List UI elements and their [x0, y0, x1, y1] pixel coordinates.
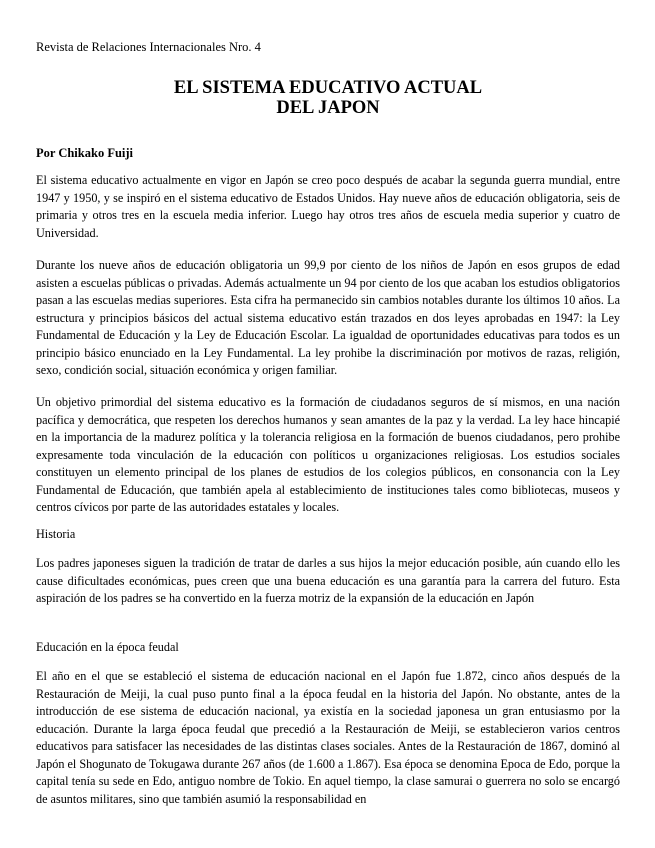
journal-header: Revista de Relaciones Internacionales Nro. 4	[36, 40, 261, 54]
paragraph-3: Un objetivo primordial del sistema educativo es la formación de ciudadanos seguros de sí mismos, en una nación pacífica y democrática, que respeten los derechos humanos y sean amantes de la paz y la verdad. La ley hace hincapié en la importancia de la madurez política y la tolerancia religiosa en la formación de buenos ciudadanos, pero prohibe expresamente toda vinculación de la educación con políticos u organizaciones religiosas. Los estudios sociales constituyen un elemento principal de los planes de estudios de los colegios públicos, en consonancia con la Ley Fundamental de Educación, que también apela al establecimiento de instituciones tales como bibliotecas, museos y centros cívicos por parte de las autoridades estatales y locales.	[36, 395, 620, 514]
title-line-2: DEL JAPON	[276, 98, 380, 118]
paragraph-2: Durante los nueve años de educación obligatoria un 99,9 por ciento de los niños de Japón en esos grupos de edad asisten a escuelas públicas o privadas. Además actualmente un 94 por ciento de los que acaban los estudios obligatorios pasan a las escuelas medias superiores. Esta cifra ha permanecido sin cambios notables durante los últimos 10 años. La estructura y principios básicos del actual sistema educativo están trazados en dos leyes aprobadas en 1947: la Ley Fundamental de Educación y la Ley de Educación Escolar. La igualdad de oportunidades educativas para todos es un principio básico enunciado en la Ley Fundamental. La ley prohibe la discriminación por motivos de razas, religión, sexo, condición social, situación económica y origen familiar.	[36, 258, 620, 377]
paragraph-1: El sistema educativo actualmente en vigor en Japón se creo poco después de acabar la segunda guerra mundial, entre 1947 y 1950, y se inspiró en el sistema educativo de Estados Unidos. Hay nueve años de educación obligatoria, seis de primaria y otros tres en la escuela media inferior. Luego hay otros tres años de escuela media superior y cuatro de Universidad.	[36, 173, 620, 240]
section-heading-historia: Historia	[36, 527, 76, 541]
paragraph-4: Los padres japoneses siguen la tradición de tratar de darles a sus hijos la mejor educación posible, aún cuando ello les cause dificultades económicas, pues creen que una buena educación es una garantía para la carrera del futuro. Esta aspiración de los padres se ha convertido en la fuerza motriz de la expansión de la educación en Japón	[36, 556, 620, 605]
title-line-1: EL SISTEMA EDUCATIVO ACTUAL	[173, 78, 483, 98]
article-title	[36, 78, 620, 118]
section-heading-epoca-feudal: Educación en la época feudal	[36, 640, 179, 654]
paragraph-5: El año en el que se estableció el sistema de educación nacional en el Japón fue 1.872, cinco años después de la Restauración de Meiji, la cual puso punto final a la época feudal en la historia del Japón. No obstante, antes de la introducción de ese sistema de educación nacional, ya existía en la sociedad japonesa un gran entusiasmo por la educación. Durante la larga época feudal que precedió a la Restauración de Meiji, se establecieron varios centros educativos para satisfacer las necesidades de las distintas clases sociales. Antes de la Restauración de 1867, dominó al Japón el Shogunato de Tokugawa durante 267 años (de 1.600 a 1.867). Esa época se denomina Epoca de Edo, porque la capital tenía su sede en Edo, antiguo nombre de Tokio. En aquel tiempo, la clase samurai o guerrera no solo se encargó de asuntos militares, sino que también asumió la responsabilidad en	[36, 669, 620, 806]
author-byline: Por Chikako Fuiji	[36, 146, 134, 160]
